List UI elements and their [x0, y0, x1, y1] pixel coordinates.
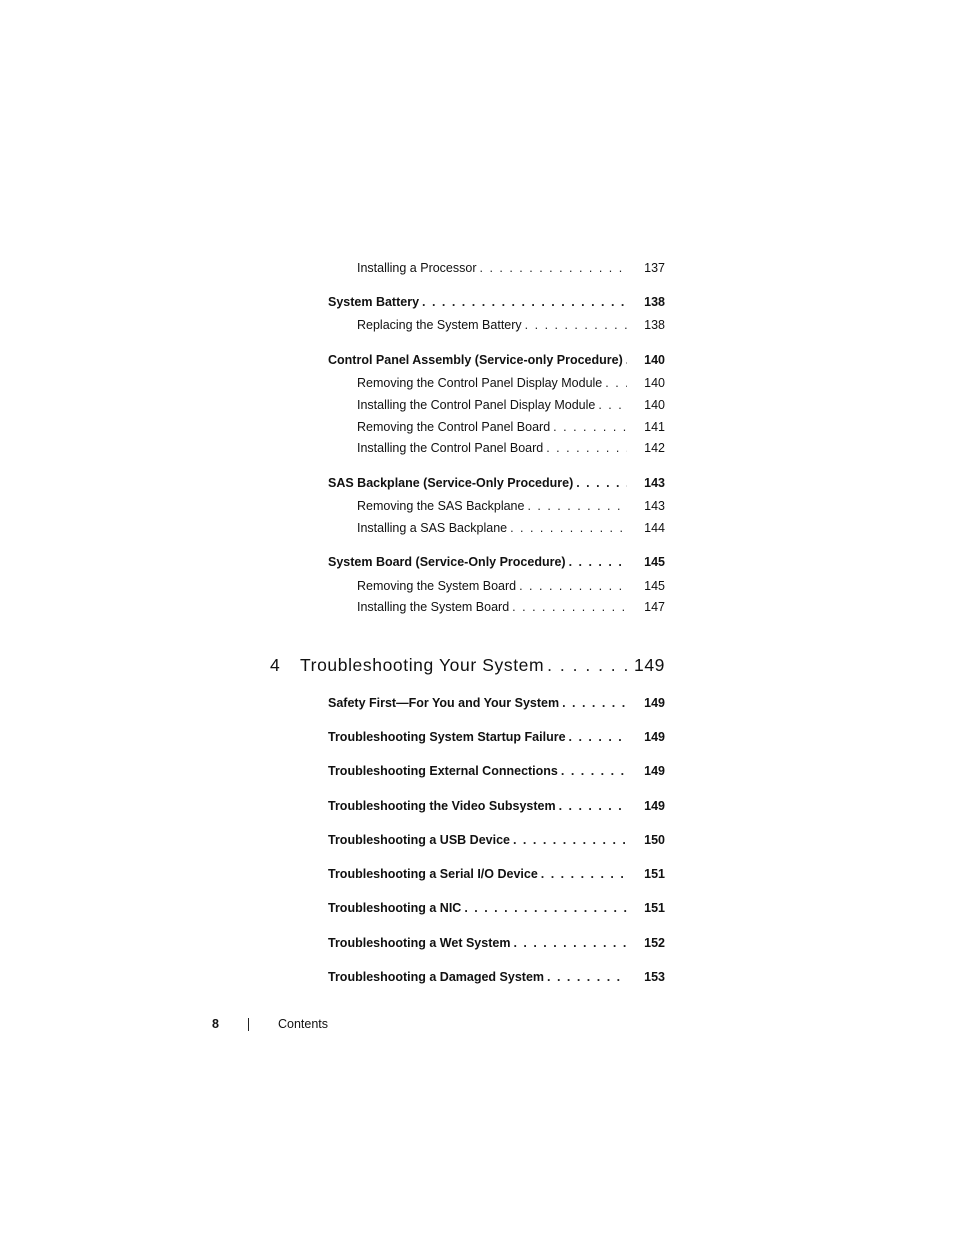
- toc-entry-title: Removing the Control Panel Board: [357, 420, 551, 434]
- toc-entry-title: System Board (Service-Only Procedure): [328, 555, 566, 569]
- toc-entry[interactable]: [357, 397, 665, 413]
- page-footer: [0, 1015, 954, 1033]
- dot-leader: [522, 317, 627, 333]
- toc-entry-title: Installing a Processor: [357, 261, 477, 275]
- toc-entry[interactable]: [328, 935, 665, 951]
- dot-leader: [602, 375, 627, 391]
- toc-entry-title: Troubleshooting a NIC: [328, 901, 462, 915]
- footer-divider: [248, 1018, 249, 1031]
- toc-entry-title: Troubleshooting the Video Subsystem: [328, 799, 556, 813]
- footer-page-number: 8: [212, 1017, 219, 1031]
- toc-entry-page: 140: [644, 398, 665, 412]
- toc-entry-title: Safety First—For You and Your System: [328, 696, 560, 710]
- footer-section-label: Contents: [278, 1017, 329, 1031]
- dot-leader: [507, 520, 627, 536]
- toc-entry-page: 145: [644, 579, 665, 593]
- toc-entry[interactable]: [357, 419, 665, 435]
- toc-entry-page: 143: [644, 499, 665, 513]
- toc-entry-title: Removing the System Board: [357, 579, 517, 593]
- toc-entry-title: Troubleshooting System Startup Failure: [328, 730, 566, 744]
- toc-entry-page: 149: [644, 730, 665, 744]
- dot-leader: [566, 554, 627, 570]
- toc-chapter-entry[interactable]: [270, 653, 665, 677]
- toc-entry-page: 145: [644, 555, 665, 569]
- chapter-number: 4: [270, 655, 281, 675]
- toc-entry-title: SAS Backplane (Service-Only Procedure): [328, 476, 574, 490]
- toc-entry-page: 147: [644, 600, 665, 614]
- dot-leader: [558, 763, 627, 779]
- toc-entry-page: 138: [644, 295, 665, 309]
- toc-entry-title: Troubleshooting a Wet System: [328, 936, 511, 950]
- toc-chapter-title: [270, 653, 544, 677]
- dot-leader: [510, 832, 627, 848]
- dot-leader: [559, 695, 627, 711]
- toc-entry[interactable]: [357, 599, 665, 615]
- toc-entry-page: 140: [644, 376, 665, 390]
- toc-entry-title: Troubleshooting a Serial I/O Device: [328, 867, 538, 881]
- dot-leader: [544, 653, 629, 677]
- toc-entry-title: System Battery: [328, 295, 420, 309]
- dot-leader: [573, 475, 627, 491]
- dot-leader: [509, 599, 627, 615]
- toc-entry-page: 142: [644, 441, 665, 455]
- toc-entry[interactable]: [357, 520, 665, 536]
- toc-entry-title: Troubleshooting a Damaged System: [328, 970, 545, 984]
- toc-entry-page: 149: [644, 696, 665, 710]
- toc-entry-page: 152: [644, 936, 665, 950]
- toc-entry-title: Removing the Control Panel Display Module: [357, 376, 603, 390]
- toc-entry[interactable]: [357, 375, 665, 391]
- toc-entry-page: 150: [644, 833, 665, 847]
- dot-leader: [461, 900, 627, 916]
- toc-entry[interactable]: [328, 695, 665, 711]
- toc-entry[interactable]: [328, 294, 665, 310]
- toc-entry-page: 151: [644, 867, 665, 881]
- toc-entry[interactable]: [357, 578, 665, 594]
- dot-leader: [516, 578, 627, 594]
- toc-entry-title: Control Panel Assembly (Service-only Procedure): [328, 353, 623, 367]
- toc-entry-page: 151: [644, 901, 665, 915]
- toc-entry-page: 143: [644, 476, 665, 490]
- toc-entry-page: 149: [644, 799, 665, 813]
- dot-leader: [566, 729, 627, 745]
- toc-entry-page: 149: [644, 764, 665, 778]
- toc-entry-title: Installing a SAS Backplane: [357, 521, 508, 535]
- dot-leader: [544, 969, 627, 985]
- toc-entry-page: 144: [644, 521, 665, 535]
- toc-chapter-page: 149: [634, 655, 665, 675]
- dot-leader: [419, 294, 627, 310]
- toc-entry[interactable]: [328, 900, 665, 916]
- toc-entry[interactable]: [328, 352, 665, 368]
- toc-entry[interactable]: [328, 763, 665, 779]
- toc-entry[interactable]: [357, 260, 665, 276]
- toc-entry-page: 138: [644, 318, 665, 332]
- dot-leader: [595, 397, 627, 413]
- dot-leader: [524, 498, 627, 514]
- toc-entry-page: 137: [644, 261, 665, 275]
- toc-entry[interactable]: [328, 798, 665, 814]
- toc-entry-title: Installing the Control Panel Display Module: [357, 398, 596, 412]
- toc-entry-title: Installing the Control Panel Board: [357, 441, 544, 455]
- dot-leader: [550, 419, 627, 435]
- toc-entry[interactable]: [357, 440, 665, 456]
- dot-leader: [556, 798, 627, 814]
- toc-entry[interactable]: [328, 729, 665, 745]
- toc-entry-page: 153: [644, 970, 665, 984]
- chapter-title-text: Troubleshooting Your System: [300, 655, 545, 675]
- toc-entry[interactable]: [328, 969, 665, 985]
- dot-leader: [538, 866, 627, 882]
- toc-entry[interactable]: [328, 554, 665, 570]
- toc-entry[interactable]: [357, 498, 665, 514]
- toc-entry-title: Troubleshooting a USB Device: [328, 833, 510, 847]
- toc-entry[interactable]: [328, 475, 665, 491]
- toc-entry-title: Removing the SAS Backplane: [357, 499, 525, 513]
- dot-leader: [477, 260, 627, 276]
- dot-leader: [510, 935, 627, 951]
- toc-entry[interactable]: [357, 317, 665, 333]
- dot-leader: [543, 440, 627, 456]
- toc-entry-title: Installing the System Board: [357, 600, 510, 614]
- toc-entry-title: Troubleshooting External Connections: [328, 764, 558, 778]
- toc-entry[interactable]: [328, 832, 665, 848]
- toc-entry[interactable]: [328, 866, 665, 882]
- toc-entry-page: 141: [644, 420, 665, 434]
- toc-entry-title: Replacing the System Battery: [357, 318, 522, 332]
- toc-entry-page: 140: [644, 353, 665, 367]
